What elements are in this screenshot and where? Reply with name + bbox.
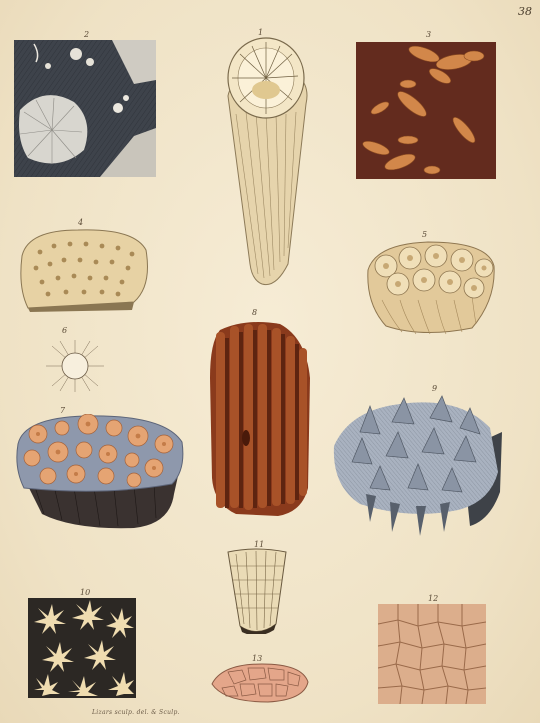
figure-2-slate-coral-block bbox=[14, 40, 156, 177]
engraver-credit: Lizars sculp. del. & Sculp. bbox=[92, 709, 180, 716]
figure-label-1: 1 bbox=[258, 28, 264, 37]
figure-4-porous-coral-slab bbox=[18, 226, 150, 312]
figure-6-radiating-sphere bbox=[44, 338, 106, 394]
figure-label-4: 4 bbox=[78, 218, 84, 227]
page-number: 38 bbox=[518, 5, 532, 18]
figure-3-plum-fossil-block bbox=[356, 42, 496, 179]
figure-11-striated-cone bbox=[224, 548, 290, 634]
figure-label-9: 9 bbox=[432, 384, 438, 393]
figure-label-6: 6 bbox=[62, 326, 68, 335]
figure-9-spiny-coral bbox=[330, 392, 506, 540]
figure-8-rust-columnar-coral bbox=[206, 318, 314, 518]
figure-label-12: 12 bbox=[428, 594, 439, 603]
figure-12-reticulated-block bbox=[378, 604, 486, 704]
figure-label-10: 10 bbox=[80, 588, 91, 597]
figure-1-columnar-coral bbox=[222, 34, 314, 288]
figure-label-5: 5 bbox=[422, 230, 428, 239]
figure-label-11: 11 bbox=[254, 540, 265, 549]
figure-7-rosette-slab bbox=[14, 414, 186, 530]
figure-10-starburst-block bbox=[28, 598, 136, 698]
figure-5-rosette-coral bbox=[362, 240, 498, 336]
figure-label-13: 13 bbox=[252, 654, 263, 663]
figure-13-reticulated-fragment bbox=[208, 660, 312, 706]
figure-label-7: 7 bbox=[60, 406, 66, 415]
figure-label-2: 2 bbox=[84, 30, 90, 39]
figure-label-8: 8 bbox=[252, 308, 258, 317]
figure-label-3: 3 bbox=[426, 30, 432, 39]
